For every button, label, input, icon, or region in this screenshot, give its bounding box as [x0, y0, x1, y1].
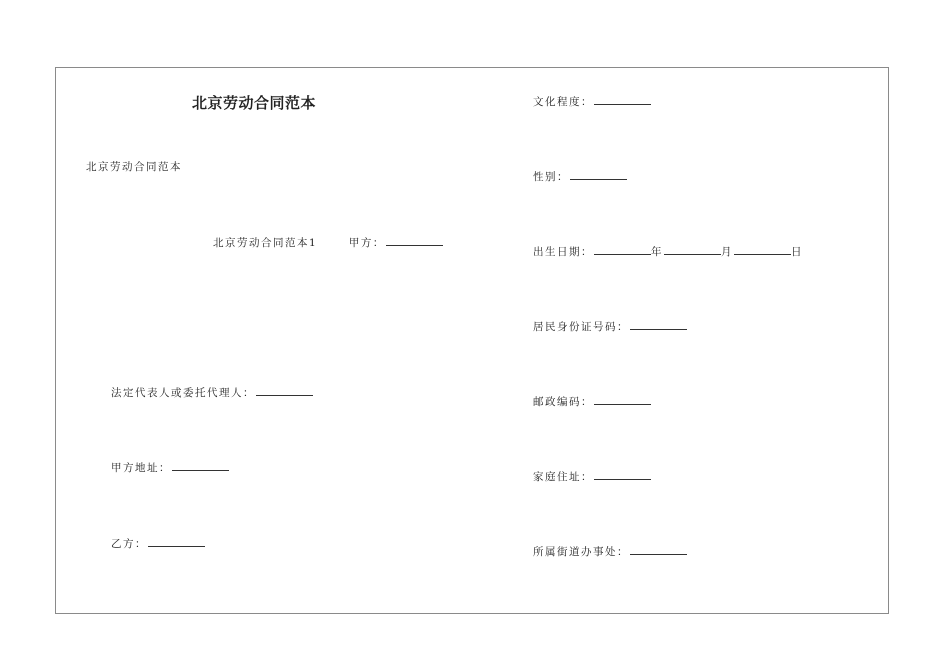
postal-code-line	[533, 394, 651, 409]
home-address-blank[interactable]	[594, 469, 651, 480]
legal-rep-line	[111, 385, 313, 400]
party-a-label: 甲方：	[348, 237, 385, 249]
education-label: 文化程度：	[533, 96, 593, 108]
document-page-frame	[55, 67, 889, 614]
party-a-blank[interactable]	[386, 235, 443, 246]
id-number-blank[interactable]	[630, 319, 687, 330]
party-a-address-label: 甲方地址：	[111, 462, 171, 474]
id-number-line	[533, 319, 687, 334]
party-a-address-blank[interactable]	[172, 460, 229, 471]
gender-label: 性别：	[533, 171, 569, 183]
gender-line	[533, 169, 627, 184]
legal-rep-label: 法定代表人或委托代理人：	[111, 387, 255, 399]
contract-name: 北京劳动合同范本1	[213, 237, 318, 249]
contract-name-line	[213, 235, 443, 250]
legal-rep-blank[interactable]	[256, 385, 313, 396]
birth-date-label: 出生日期：	[533, 246, 593, 258]
home-address-line	[533, 469, 651, 484]
party-a-address-line	[111, 460, 229, 475]
birth-day-blank[interactable]	[734, 244, 791, 255]
birth-year-blank[interactable]	[594, 244, 651, 255]
birth-date-line	[533, 244, 803, 259]
gender-blank[interactable]	[570, 169, 627, 180]
education-blank[interactable]	[594, 94, 651, 105]
year-label: 年	[651, 246, 663, 258]
subdistrict-office-blank[interactable]	[630, 544, 687, 555]
party-b-label: 乙方：	[111, 538, 147, 550]
subdistrict-office-line	[533, 544, 687, 559]
day-label: 日	[791, 246, 803, 258]
document-subtitle: 北京劳动合同范本	[86, 161, 182, 173]
postal-code-label: 邮政编码：	[533, 396, 593, 408]
party-b-line	[111, 536, 205, 551]
document-title: 北京劳动合同范本	[192, 94, 317, 112]
month-label: 月	[721, 246, 733, 258]
education-line	[533, 94, 651, 109]
subdistrict-office-label: 所属街道办事处：	[533, 546, 629, 558]
postal-code-blank[interactable]	[594, 394, 651, 405]
home-address-label: 家庭住址：	[533, 471, 593, 483]
party-b-blank[interactable]	[148, 536, 205, 547]
birth-month-blank[interactable]	[664, 244, 721, 255]
id-number-label: 居民身份证号码：	[533, 321, 629, 333]
